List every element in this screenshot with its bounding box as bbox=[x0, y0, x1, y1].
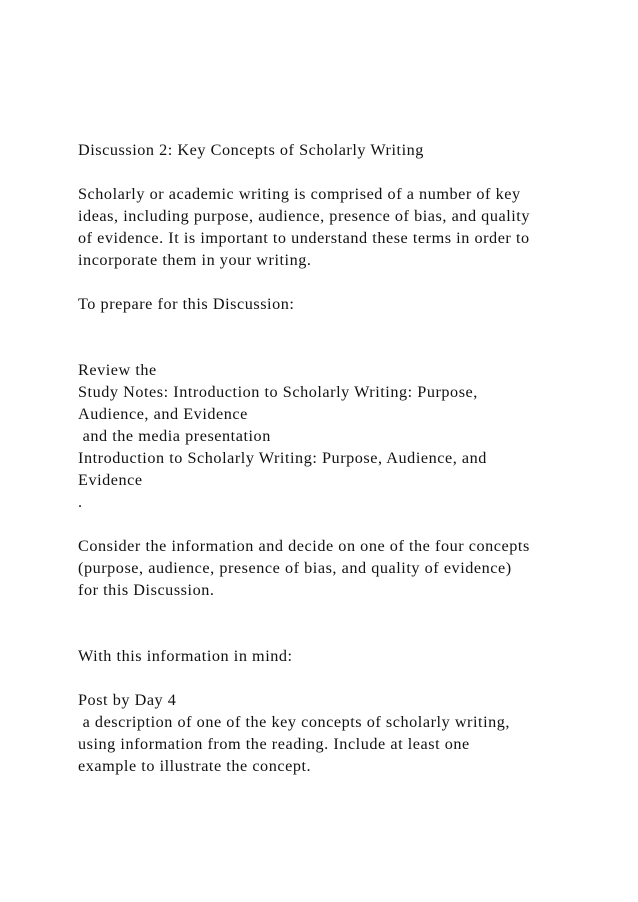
text-line: Scholarly or academic writing is comprised of a number of key bbox=[78, 185, 521, 203]
text-line: Audience, and Evidence bbox=[78, 405, 248, 423]
text-line: and the media presentation bbox=[78, 427, 271, 445]
text-line: Post by Day 4 bbox=[78, 691, 177, 709]
text-line: using information from the reading. Include at least one bbox=[78, 735, 470, 753]
text-line: ideas, including purpose, audience, presence of bias, and quality bbox=[78, 207, 530, 225]
paragraph-spacer bbox=[78, 623, 598, 645]
text-line: Introduction to Scholarly Writing: Purpose, Audience, and bbox=[78, 449, 487, 467]
document-body bbox=[78, 139, 598, 777]
mind-heading: With this information in mind: bbox=[78, 647, 293, 665]
paragraph-spacer bbox=[78, 601, 598, 623]
text-line: of evidence. It is important to understand these terms in order to bbox=[78, 229, 530, 247]
text-line: example to illustrate the concept. bbox=[78, 757, 312, 775]
paragraph-spacer bbox=[78, 667, 598, 689]
post-paragraph bbox=[78, 689, 598, 777]
paragraph-spacer bbox=[78, 337, 598, 359]
text-line: Study Notes: Introduction to Scholarly Writing: Purpose, bbox=[78, 383, 478, 401]
text-line: . bbox=[78, 493, 83, 511]
text-line: (purpose, audience, presence of bias, and quality of evidence) bbox=[78, 559, 512, 577]
page-title: Discussion 2: Key Concepts of Scholarly Writing bbox=[78, 141, 424, 159]
intro-paragraph bbox=[78, 183, 598, 271]
paragraph-spacer bbox=[78, 161, 598, 183]
prepare-heading: To prepare for this Discussion: bbox=[78, 295, 295, 313]
paragraph-spacer bbox=[78, 315, 598, 337]
review-paragraph bbox=[78, 359, 598, 513]
paragraph-spacer bbox=[78, 513, 598, 535]
text-line: Evidence bbox=[78, 471, 143, 489]
text-line: Consider the information and decide on one of the four concepts bbox=[78, 537, 530, 555]
text-line: incorporate them in your writing. bbox=[78, 251, 312, 269]
consider-paragraph bbox=[78, 535, 598, 601]
text-line: Review the bbox=[78, 361, 157, 379]
text-line: for this Discussion. bbox=[78, 581, 215, 599]
paragraph-spacer bbox=[78, 271, 598, 293]
text-line: a description of one of the key concepts of scholarly writing, bbox=[78, 713, 511, 731]
